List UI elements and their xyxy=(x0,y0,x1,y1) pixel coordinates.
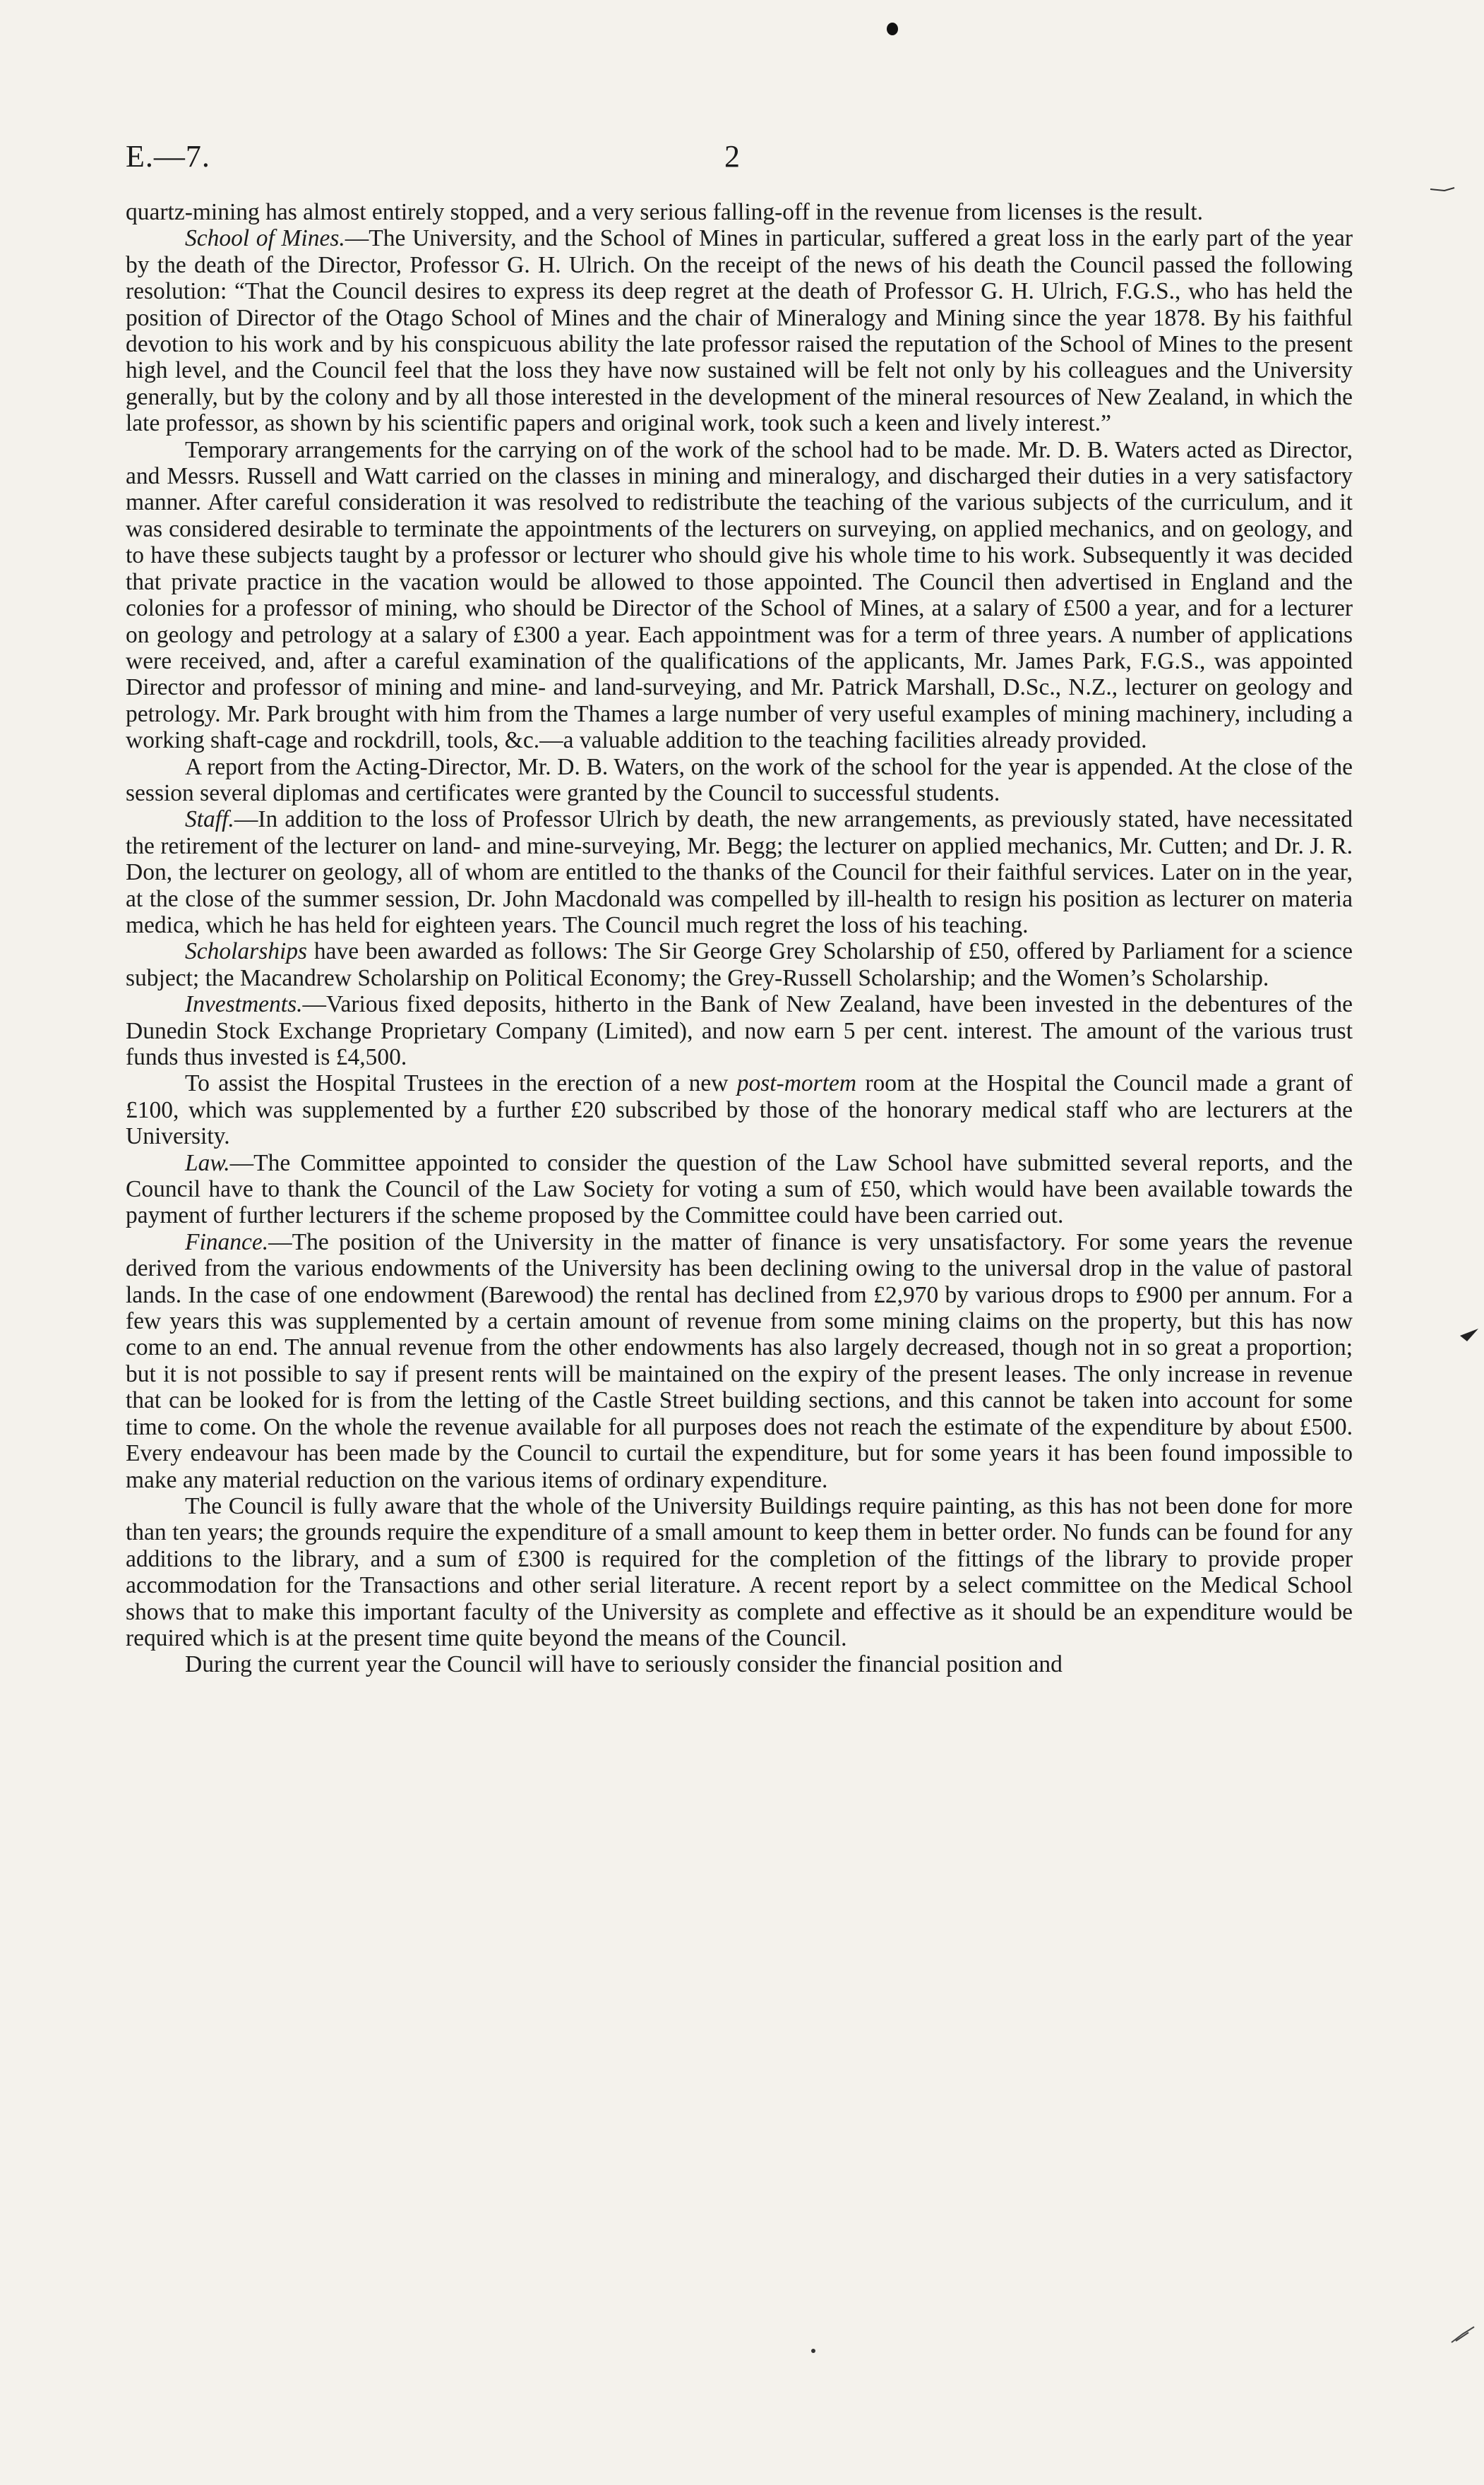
paragraph-text: room at the Hospital the Council made a grant of £100, which was supplemented by a further £20 subscribed by those of the honorary medical staff who are lecturers at the University. xyxy=(126,1070,1353,1150)
paragraph-continuation xyxy=(126,199,1353,225)
paragraph-text: To assist the Hospital Trustees in the erection of a new xyxy=(185,1070,737,1097)
paragraph-buildings xyxy=(126,1493,1353,1651)
document-reference: E.—7. xyxy=(126,139,210,174)
paragraph-heading: Investments. xyxy=(185,991,303,1018)
paragraph-law xyxy=(126,1150,1353,1229)
paragraph-scholarships xyxy=(126,938,1353,991)
margin-tick-mark xyxy=(1430,188,1454,191)
paragraph-heading: Finance. xyxy=(185,1228,269,1255)
paragraph-text: have been awarded as follows: The Sir George Grey Scholarship of £50, offered by Parliament for a science subject; the Macandrew Scholarship on Political Economy; the Grey-Russell Scholarship; and the Women’s Scholarship. xyxy=(126,938,1353,991)
paragraph-staff xyxy=(126,806,1353,938)
paragraph-school-of-mines xyxy=(126,225,1353,436)
paragraph-text: —The Committee appointed to consider the question of the Law School have submitted several reports, and the Council have to thank the Council of the Law Society for voting a sum of £50, which would have been available towards the payment of further lecturers if the scheme proposed by the Committee could have been carried out. xyxy=(126,1149,1353,1229)
paragraph-text: —The University, and the School of Mines in particular, suffered a great loss in the early part of the year by the death of the Director, Professor G. H. Ulrich. On the receipt of the news of his death the Council passed the following resolution: “That the Council desires to express its deep regret at the death of Professor G. H. Ulrich, F.G.S., who has held the position of Director of the Otago School of Mines and the chair of Mineralogy and Mining since the year 1878. By his faithful devotion to his work and by his conspicuous ability the late professor raised the reputation of the School of Mines to the present high level, and the Council feel that the loss they have now sustained will be felt not only by his colleagues and the University generally, but by the colony and by all those interested in the development of the mineral resources of New Zealand, in which the late professor, as shown by his scientific papers and original work, took such a keen and lively interest.” xyxy=(126,225,1353,437)
paragraph-heading: Staff. xyxy=(185,806,234,833)
paragraph-text: —Various fixed deposits, hitherto in the Bank of New Zealand, have been invested in the debentures of the Dunedin Stock Exchange Proprietary Company (Limited), and now earn 5 per cent. interest. The amount of the various trust funds thus invested is £4,500. xyxy=(126,991,1353,1070)
paragraph-text: A report from the Acting-Director, Mr. D. B. Waters, on the work of the school for the year is appended. At the close of the session several diplomas and certificates were granted by the Council to successful students. xyxy=(126,753,1353,806)
paragraph-heading: School of Mines. xyxy=(185,225,345,252)
page-header xyxy=(126,138,1361,188)
paragraph-acting-director-report xyxy=(126,754,1353,807)
paragraph-finance xyxy=(126,1229,1353,1493)
margin-arrow-mark xyxy=(1460,1329,1478,1341)
document-body xyxy=(126,199,1353,1678)
paragraph-text: —In addition to the loss of Professor Ulrich by death, the new arrangements, as previously stated, have necessitated the retirement of the lecturer on land- and mine-surveying, Mr. Begg; the lecturer on applied mechanics, Mr. Cutten; and Dr. J. R. Don, the lecturer on geology, all of whom are entitled to the thanks of the Council for their faithful services. Later on in the year, at the close of the summer session, Dr. John Macdonald was compelled by ill-health to resign his position as lecturer on materia medica, which he has held for eighteen years. The Council much regret the loss of his teaching. xyxy=(126,806,1353,938)
paragraph-text: —The position of the University in the matter of finance is very unsatisfactory. For some years the revenue derived from the various endowments of the University has been declining owing to the universal drop in the value of pastoral lands. In the case of one endowment (Barewood) the rental has declined from £2,970 by various drops to £900 per annum. For a few years this was supplemented by a certain amount of revenue from some mining claims on the property, but this has now come to an end. The annual revenue from the other endowments has also largely decreased, though not in so great a proportion; but it is not possible to say if present rents will be maintained on the expiry of the present leases. The only increase in revenue that can be looked for is from the letting of the Castle Street building sections, and this cannot be taken into account for some time to come. On the whole the revenue available for all purposes does not reach the estimate of the expenditure by about £500. Every endeavour has been made by the Council to curtail the expenditure, but for some years it has been found impossible to make any material reduction on the various items of ordinary expenditure. xyxy=(126,1228,1353,1493)
paragraph-emphasis: post-mortem xyxy=(736,1070,857,1097)
paragraph-hospital-grant xyxy=(126,1070,1353,1149)
margin-scribble-mark xyxy=(1452,2327,1474,2342)
paragraph-investments xyxy=(126,991,1353,1070)
paragraph-text: During the current year the Council will have to seriously consider the financial position and xyxy=(185,1651,1063,1678)
paragraph-text: quartz-mining has almost entirely stopped, and a very serious falling-off in the revenue from licenses is the result. xyxy=(126,199,1204,225)
paragraph-text: Temporary arrangements for the carrying on of the work of the school had to be made. Mr. D. B. Waters acted as Director, and Messrs. Russell and Watt carried on the classes in mining and mineralogy, and discharged their duties in a very satisfactory manner. After careful consideration it was resolved to redistribute the teaching of the various subjects of the curriculum, and it was considered desirable to terminate the appointments of the lecturers on surveying, on applied mechanics, and on geology, and to have these subjects taught by a professor or lecturer who should give his whole time to his work. Subsequently it was decided that private practice in the vacation would be allowed to those appointed. The Council then advertised in England and the colonies for a professor of mining, who should be Director of the School of Mines, at a salary of £500 a year, and for a lecturer on geology and petrology at a salary of £300 a year. Each appointment was for a term of three years. A number of applications were received, and, after a careful examination of the qualifications of the applicants, Mr. James Park, F.G.S., was appointed Director and professor of mining and mine- and land-surveying, and Mr. Patrick Marshall, D.Sc., N.Z., lecturer on geology and petrology. Mr. Park brought with him from the Thames a large number of very useful examples of mining machinery, including a working shaft-cage and rockdrill, tools, &c.—a valuable addition to the teaching facilities already provided. xyxy=(126,436,1353,754)
page-number: 2 xyxy=(724,139,740,174)
paragraph-current-year xyxy=(126,1651,1353,1677)
paragraph-heading: Scholarships xyxy=(185,938,308,965)
paragraph-heading: Law. xyxy=(185,1149,230,1176)
top-ink-dot xyxy=(887,23,898,35)
bottom-speck xyxy=(811,2349,815,2353)
paragraph-temporary-arrangements xyxy=(126,437,1353,754)
paragraph-text: The Council is fully aware that the whole of the University Buildings require painting, as this has not been done for more than ten years; the grounds require the expenditure of a small amount to keep them in better order. No funds can be found for any additions to the library, and a sum of £300 is required for the completion of the fittings of the library to provide proper accommodation for the Transactions and other serial literature. A recent report by a select committee on the Medical School shows that to make this important faculty of the University as complete and effective as it should be an expenditure would be required which is at the present time quite beyond the means of the Council. xyxy=(126,1492,1353,1651)
